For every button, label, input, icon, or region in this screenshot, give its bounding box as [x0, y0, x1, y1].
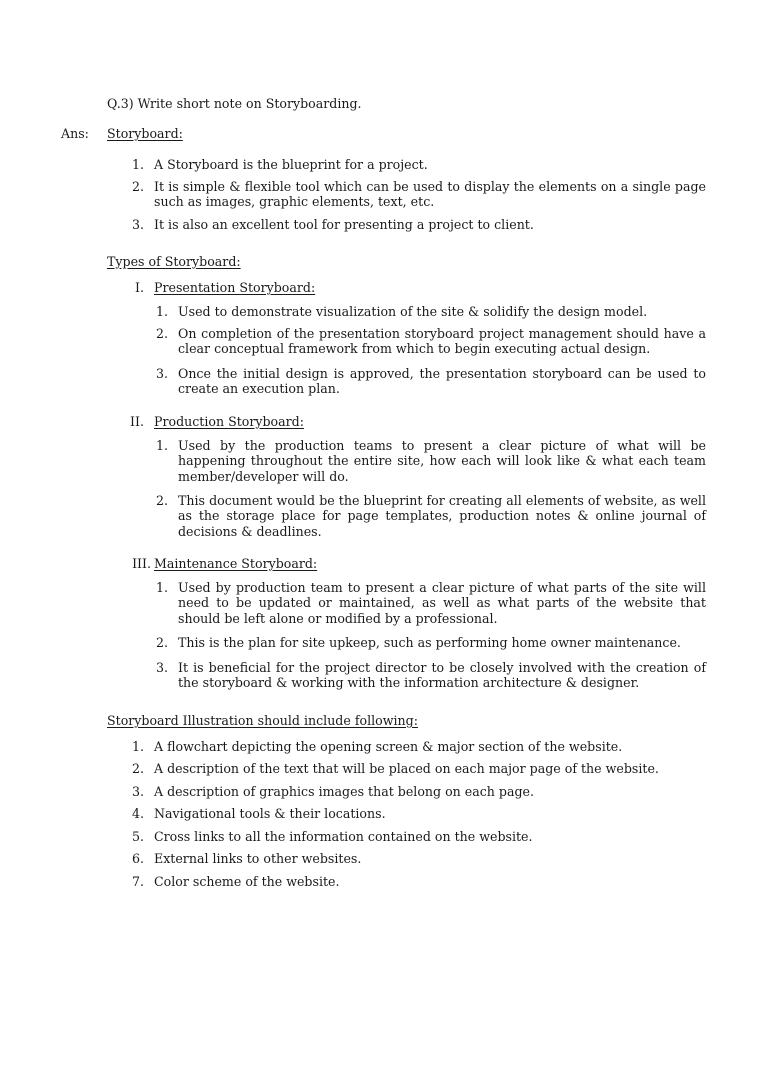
list-number: 1.: [155, 580, 168, 595]
list-text: Once the initial design is approved, the presentation storyboard can be used to create an execution plan.: [178, 366, 706, 397]
list-number: 1.: [131, 739, 144, 754]
list-text: A description of graphics images that belong on each page.: [154, 784, 534, 799]
list-text: This is the plan for site upkeep, such as performing home owner maintenance.: [178, 635, 681, 650]
list-number: 2.: [131, 179, 144, 194]
list-text: It is beneficial for the project director to be closely involved with the creation of the storyboard & working with the information architecture & designer.: [178, 660, 706, 691]
list-text: Used by the production teams to present a clear picture of what will be happening throughout the entire site, how each will look like & what each team member/developer will do.: [178, 438, 706, 484]
list-number: 3.: [155, 660, 168, 675]
list-number: 1.: [155, 304, 168, 319]
list-number: 1.: [155, 438, 168, 453]
roman-numeral: I.: [135, 280, 144, 295]
list-number: 4.: [131, 806, 144, 821]
list-text: On completion of the presentation storyboard project management should have a clear conceptual framework from which to begin executing actual design.: [178, 326, 706, 357]
list-number: 6.: [131, 851, 144, 866]
list-number: 2.: [131, 761, 144, 776]
section-title: Maintenance Storyboard:: [154, 556, 318, 571]
list-text: Used to demonstrate visualization of the site & solidify the design model.: [178, 304, 648, 319]
list-number: 3.: [131, 784, 144, 799]
list-text: Navigational tools & their locations.: [154, 806, 386, 821]
section-title: Production Storyboard:: [154, 414, 304, 429]
list-number: 3.: [155, 366, 168, 381]
list-number: 2.: [155, 635, 168, 650]
types-heading: Types of Storyboard:: [107, 254, 241, 269]
roman-numeral: II.: [130, 414, 144, 429]
list-text: Color scheme of the website.: [154, 874, 340, 889]
roman-numeral: III.: [132, 556, 151, 571]
list-text: This document would be the blueprint for creating all elements of website, as well as the storage place for page templates, production notes & online journal of decisions & deadlines.: [178, 493, 706, 539]
list-text: It is also an excellent tool for presenting a project to client.: [154, 217, 534, 232]
question-text: Q.3) Write short note on Storyboarding.: [107, 96, 362, 111]
illustration-heading: Storyboard Illustration should include following:: [107, 713, 418, 728]
list-number: 2.: [155, 326, 168, 341]
section-title: Presentation Storyboard:: [154, 280, 316, 295]
list-text: A flowchart depicting the opening screen & major section of the website.: [154, 739, 623, 754]
list-text: A description of the text that will be placed on each major page of the website.: [154, 761, 659, 776]
storyboard-heading: Storyboard:: [107, 126, 183, 141]
list-number: 3.: [131, 217, 144, 232]
list-text: It is simple & flexible tool which can be used to display the elements on a single page such as images, graphic elements, text, etc.: [154, 179, 706, 210]
list-text: External links to other websites.: [154, 851, 362, 866]
list-number: 5.: [131, 829, 144, 844]
list-number: 1.: [131, 157, 144, 172]
list-number: 7.: [131, 874, 144, 889]
list-text: A Storyboard is the blueprint for a project.: [154, 157, 428, 172]
list-number: 2.: [155, 493, 168, 508]
list-text: Cross links to all the information contained on the website.: [154, 829, 533, 844]
list-text: Used by production team to present a clear picture of what parts of the site will need to be updated or maintained, as well as what parts of the website that should be left alone or modified by a professional.: [178, 580, 706, 626]
answer-label: Ans:: [61, 126, 89, 141]
